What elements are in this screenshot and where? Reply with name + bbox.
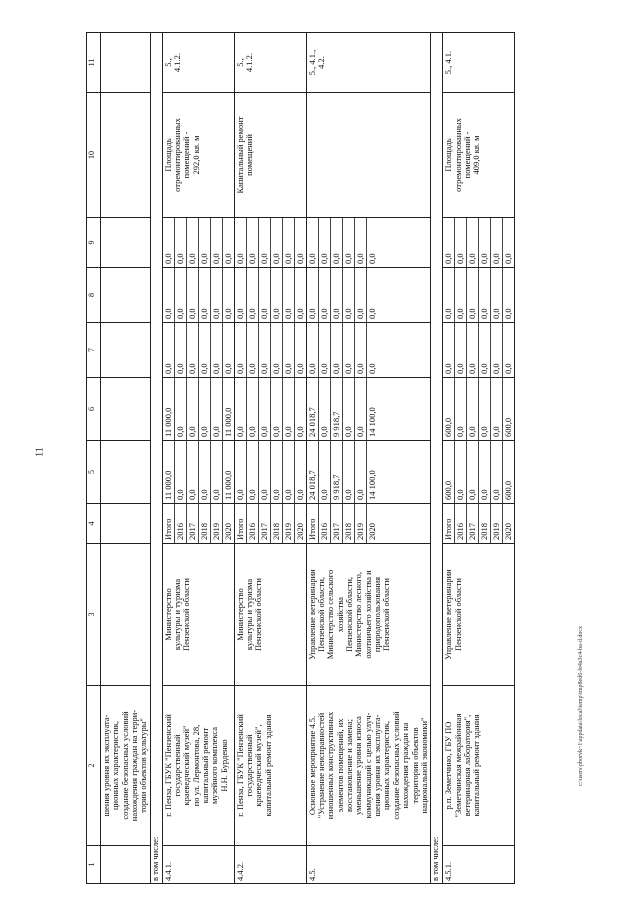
- col-num-11: 11: [87, 33, 101, 93]
- row-number: 4.5.1.: [443, 846, 515, 884]
- row-col8: 0,0 0,0 0,0 0,0 0,0 0,0: [306, 268, 430, 323]
- col-num-1: 1: [87, 846, 101, 884]
- table-row: [306, 33, 430, 884]
- row-col5: 24 018,7 0,0 9 918,7 0,0 0,0 14 100,0: [306, 441, 430, 504]
- table-row: [234, 33, 306, 884]
- row-col9: 0,0 0,0 0,0 0,0 0,0 0,0: [234, 218, 306, 268]
- rotated-table-container: [86, 33, 540, 884]
- row-reference: 5., 4.1.: [443, 33, 515, 93]
- row-years: Итого 2016 2017 2018 2019 2020: [306, 504, 430, 544]
- row-reference: 5., 4.1.2.: [234, 33, 306, 93]
- col-num-6: 6: [87, 378, 101, 441]
- row-number: 4.5.: [306, 846, 430, 884]
- row-col5: 600,0 0,0 0,0 0,0 0,0 600,0: [443, 441, 515, 504]
- intro-row: [101, 33, 151, 884]
- row-col5: 11 000,0 0,0 0,0 0,0 0,0 11 000,0: [162, 441, 234, 504]
- row-col8: 0,0 0,0 0,0 0,0 0,0 0,0: [162, 268, 234, 323]
- row-col6: 0,0 0,0 0,0 0,0 0,0 0,0: [234, 378, 306, 441]
- page-number: 11: [34, 447, 46, 457]
- row-executor: Министерство культуры и туризма Пензенской области: [234, 544, 306, 686]
- table-row: [162, 33, 234, 884]
- row-number: 4.4.2.: [234, 846, 306, 884]
- row-result: [306, 93, 430, 218]
- row-col7: 0,0 0,0 0,0 0,0 0,0 0,0: [306, 323, 430, 378]
- row-result: Площадь отремонтированных помещений - 292,0 кв. м: [162, 93, 234, 218]
- row-col8: 0,0 0,0 0,0 0,0 0,0 0,0: [443, 268, 515, 323]
- row-name: г. Пенза, ГБУК "Пензенский государственный краеведческий музей", капитальный ремонт здания: [234, 686, 306, 846]
- col-num-10: 10: [87, 93, 101, 218]
- row-col6: 24 018,7 0,0 9 918,7 0,0 0,0 14 100,0: [306, 378, 430, 441]
- table-row: [443, 33, 515, 884]
- row-col9: 0,0 0,0 0,0 0,0 0,0 0,0: [162, 218, 234, 268]
- row-name: р.п. Земетчино, ГБУ ПО "Земетчинская межрайонная ветеринарная лаборатория", капитальный ремонт здания: [443, 686, 515, 846]
- col-num-8: 8: [87, 268, 101, 323]
- col-num-2: 2: [87, 686, 101, 846]
- row-col9: 0,0 0,0 0,0 0,0 0,0 0,0: [306, 218, 430, 268]
- row-years: Итого 2016 2017 2018 2019 2020: [162, 504, 234, 544]
- in-total-row: [431, 33, 443, 884]
- row-number: 4.4.1.: [162, 846, 234, 884]
- row-executor: Управление ветеринарии Пензенской области: [443, 544, 515, 686]
- col-num-9: 9: [87, 218, 101, 268]
- footer-path: c:\users\pborvk~1\appdata\local\temp\tmp8ed6-fe4a3c4-ba-d.docx: [578, 625, 584, 787]
- row-executor: Управление ветеринарии Пензенской области, Министерство сельского хозяйства Пензенской области, Министерство лесного, охотничьего хозяйства и природопользования Пензенской области: [306, 544, 430, 686]
- intro-text: шения уровня их эксплуата- ционных характеристик, создание безопасных условий нахождения граждан на терри- тории объектов культуры": [101, 686, 151, 846]
- row-col7: 0,0 0,0 0,0 0,0 0,0 0,0: [443, 323, 515, 378]
- row-result: Площадь отремонтированных помещений - 409,0 кв. м: [443, 93, 515, 218]
- col-num-3: 3: [87, 544, 101, 686]
- row-reference: 5., 4.1., 4.2.: [306, 33, 430, 93]
- row-col7: 0,0 0,0 0,0 0,0 0,0 0,0: [162, 323, 234, 378]
- row-result: Капитальный ремонт помещений: [234, 93, 306, 218]
- row-col6: 11 000,0 0,0 0,0 0,0 0,0 11 000,0: [162, 378, 234, 441]
- program-table: [86, 32, 515, 884]
- in-total-label: в том числе:: [431, 33, 443, 884]
- in-total-label: в том числе:: [150, 33, 162, 884]
- row-name: г. Пенза, ГБУК "Пензенский государственный краеведческий музей" по ул. Лермонтова, 28, капитальный ремонт музейного комплекса Н.Н. Бурденко: [162, 686, 234, 846]
- row-years: Итого 2016 2017 2018 2019 2020: [234, 504, 306, 544]
- row-col9: 0,0 0,0 0,0 0,0 0,0 0,0: [443, 218, 515, 268]
- row-executor: Министерство культуры и туризма Пензенской области: [162, 544, 234, 686]
- row-col6: 600,0 0,0 0,0 0,0 0,0 600,0: [443, 378, 515, 441]
- row-col7: 0,0 0,0 0,0 0,0 0,0 0,0: [234, 323, 306, 378]
- col-num-7: 7: [87, 323, 101, 378]
- row-col8: 0,0 0,0 0,0 0,0 0,0 0,0: [234, 268, 306, 323]
- row-reference: 5., 4.1.2.: [162, 33, 234, 93]
- column-number-row: [87, 33, 101, 884]
- col-num-4: 4: [87, 504, 101, 544]
- in-total-row: [150, 33, 162, 884]
- col-num-5: 5: [87, 441, 101, 504]
- row-col5: 0,0 0,0 0,0 0,0 0,0 0,0: [234, 441, 306, 504]
- row-name: Основное мероприятие 4.5. "Устранение неисправностей изношенных конструктивных элементов помещений, их восстановление и замена; уменьшение уровня износа коммуникаций с целью улуч- шения уровня их эксплуата- ционных характеристик, создание безопасных условий нахождения граждан на территории объектов национальной экономики": [306, 686, 430, 846]
- row-years: Итого 2016 2017 2018 2019 2020: [443, 504, 515, 544]
